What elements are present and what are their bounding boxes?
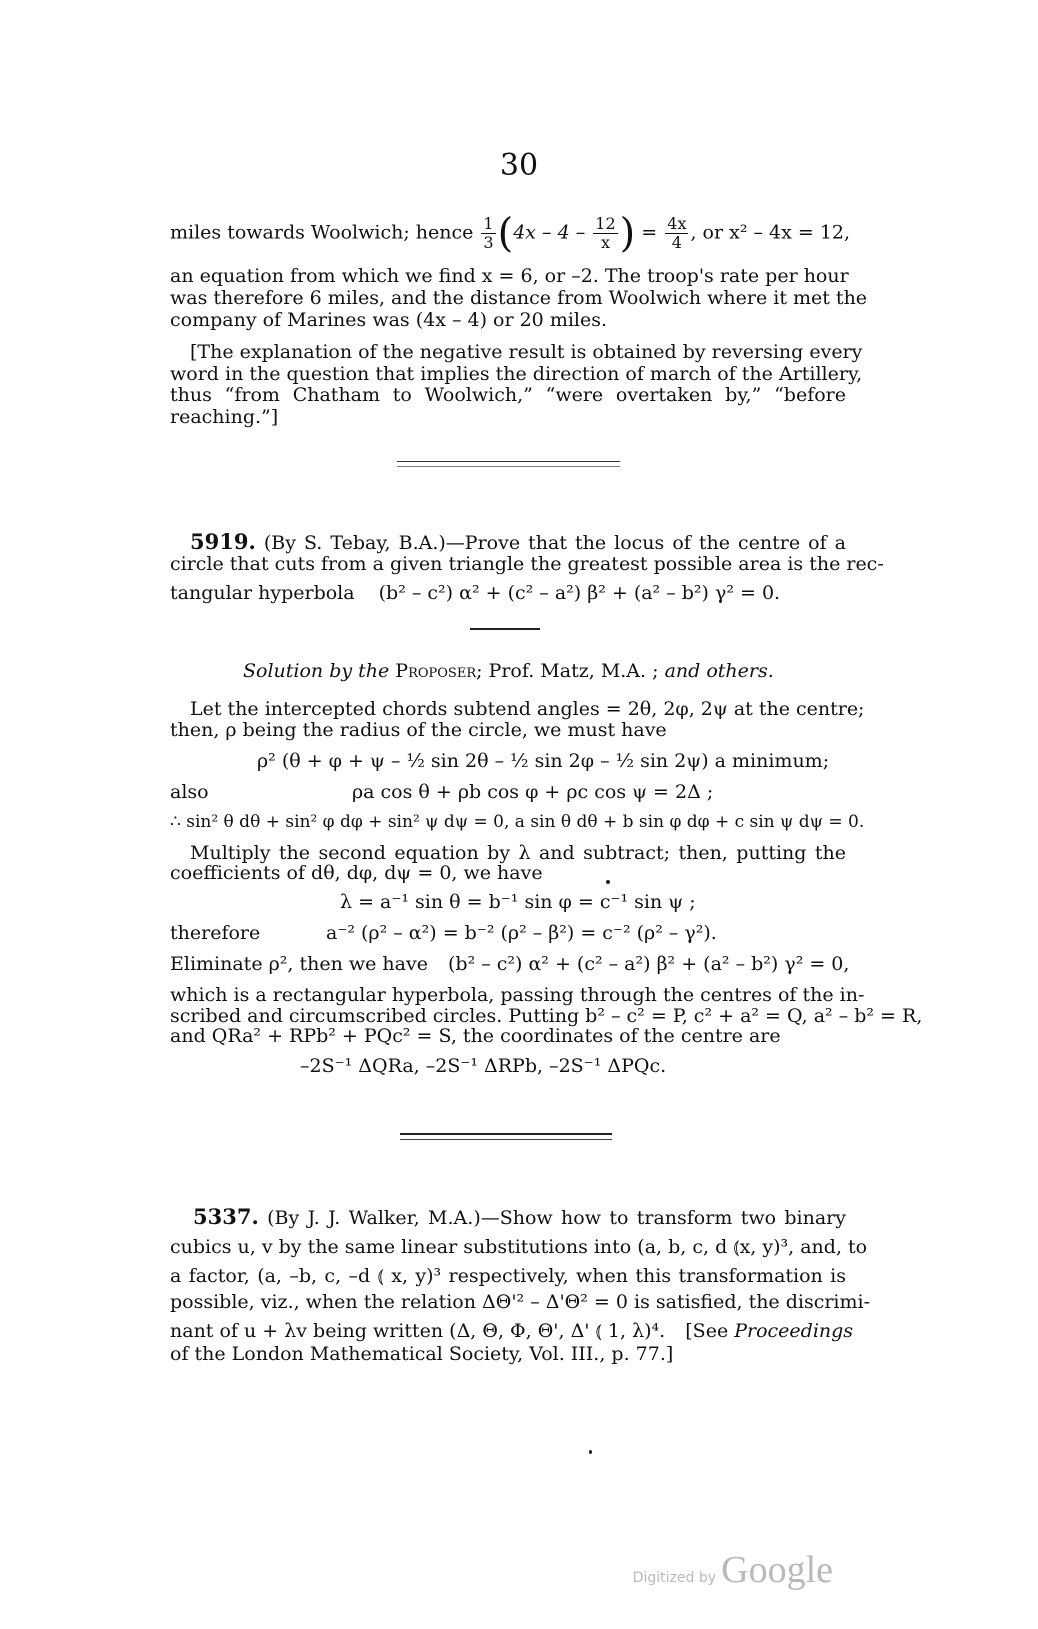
ink-dot [589,1450,592,1454]
problem-text: (By J. J. Walker, M.A.)—Show how to transform two binary [267,1207,846,1229]
text-segment: nant of u + λv being written (Δ, Θ, Φ, Θ', Δ' ⦅ 1, λ)⁴. [170,1320,666,1342]
solution-heading [243,660,774,682]
denominator: 3 [483,233,494,252]
text-line: a factor, (a, –b, c, –d ⦅ x, y)³ respectively, when this transformation is [170,1265,846,1287]
left-paren: ( [497,210,514,257]
denominator: 4 [671,233,682,252]
separator-rule [397,461,620,462]
page-number: 30 [499,148,539,183]
numerator: 12 [595,214,616,233]
heading-smallcaps: Proposer [395,660,477,682]
heading-italic: Solution by the [243,660,390,682]
google-watermark [633,1548,833,1592]
text-line: possible, viz., when the relation ΔΘ'² – Δ'Θ² = 0 is satisfied, the discrimi- [170,1291,871,1313]
equation: –2S⁻¹ ΔQRa, –2S⁻¹ ΔRPb, –2S⁻¹ ΔPQc. [300,1055,667,1077]
text-line: thus “from Chatham to Woolwich,” “were overtaken by,” “before [170,384,846,406]
equals-sign: = [641,221,658,244]
text-line: company of Marines was (4x – 4) or 20 miles. [170,309,608,331]
right-paren: ) [619,210,636,257]
google-logo: Google [721,1549,833,1591]
text-line: circle that cuts from a given triangle the greatest possible area is the rec- [170,553,884,575]
text-line: scribed and circumscribed circles. Putting b² – c² = P, c² + a² = Q, a² – b² = R, [170,1005,923,1027]
text-line: Multiply the second equation by λ and subtract; then, putting the [190,842,846,864]
denominator: x [600,233,610,252]
text-line: then, ρ being the radius of the circle, we must have [170,719,667,741]
text-line: an equation from which we find x = 6, or –2. The troop's rate per hour [170,265,849,287]
label-therefore: therefore [170,922,261,944]
text-segment: tangular hyperbola [170,582,355,604]
separator-rule [400,1139,612,1140]
text-segment: , or x² – 4x = 12, [690,221,851,244]
separator-rule [470,628,540,630]
text-italic: Proceedings [734,1320,854,1342]
math-expression: 4x – 4 – [513,221,586,244]
text-line: word in the question that implies the direction of march of the Artillery, [170,363,863,385]
equation: ρa cos θ + ρb cos φ + ρc cos ψ = 2Δ ; [352,781,714,803]
text-line: and QRa² + RPb² + PQc² = S, the coordinates of the centre are [170,1025,781,1047]
text-line: reaching.”] [170,406,279,428]
equation: a⁻² (ρ² – α²) = b⁻² (ρ² – β²) = c⁻² (ρ² – γ²). [326,922,717,944]
heading-italic: and others. [664,660,774,682]
text-line: [The explanation of the negative result is obtained by reversing every [190,341,863,363]
problem-text: (By S. Tebay, B.A.)—Prove that the locus of the centre of a [263,532,846,554]
line-with-fractions [170,210,851,257]
problem-number: 5919. [190,529,256,554]
text-line [170,953,849,975]
equation: (b² – c²) α² + (c² – a²) β² + (a² – b²) γ² = 0, [448,953,850,975]
text-segment: miles towards Woolwich; hence [170,221,474,244]
text-segment: Eliminate ρ², then we have [170,953,428,975]
heading-text: ; Prof. Matz, M.A. ; [476,660,659,682]
text-segment: [See [685,1320,729,1342]
problem-number: 5337. [193,1204,259,1229]
problem-line [190,531,846,554]
text-line: cubics u, v by the same linear substitutions into (a, b, c, d ⦅x, y)³, and, to [170,1236,868,1258]
text-line [170,1320,854,1342]
math-expression: (b² – c²) α² + (c² – a²) β² + (a² – b²) γ² = 0. [378,582,781,604]
watermark-small: Digitized by [632,1570,717,1586]
ink-dot [606,880,610,884]
equation: ∴ sin² θ dθ + sin² φ dφ + sin² ψ dψ = 0, a sin θ dθ + b sin φ dφ + c sin ψ dψ = 0. [170,812,865,832]
problem-line [193,1206,846,1229]
equation: λ = a⁻¹ sin θ = b⁻¹ sin φ = c⁻¹ sin ψ ; [340,891,696,913]
text-line: coefficients of dθ, dφ, dψ = 0, we have [170,862,543,884]
numerator: 4x [667,214,687,233]
text-line: Let the intercepted chords subtend angles = 2θ, 2φ, 2ψ at the centre; [190,698,865,720]
equation: ρ² (θ + φ + ψ – ½ sin 2θ – ½ sin 2φ – ½ sin 2ψ) a minimum; [257,750,830,772]
numerator: 1 [483,214,494,233]
text-line: which is a rectangular hyperbola, passing through the centres of the in- [170,984,865,1006]
text-line: was therefore 6 miles, and the distance from Woolwich where it met the [170,287,868,309]
separator-rule [400,1133,612,1135]
fraction [593,215,617,252]
text-line [170,582,780,604]
label-also: also [170,781,209,803]
fraction [665,215,688,252]
separator-rule [397,466,620,467]
text-line: of the London Mathematical Society, Vol. III., p. 77.] [170,1343,674,1365]
fraction [481,215,495,252]
